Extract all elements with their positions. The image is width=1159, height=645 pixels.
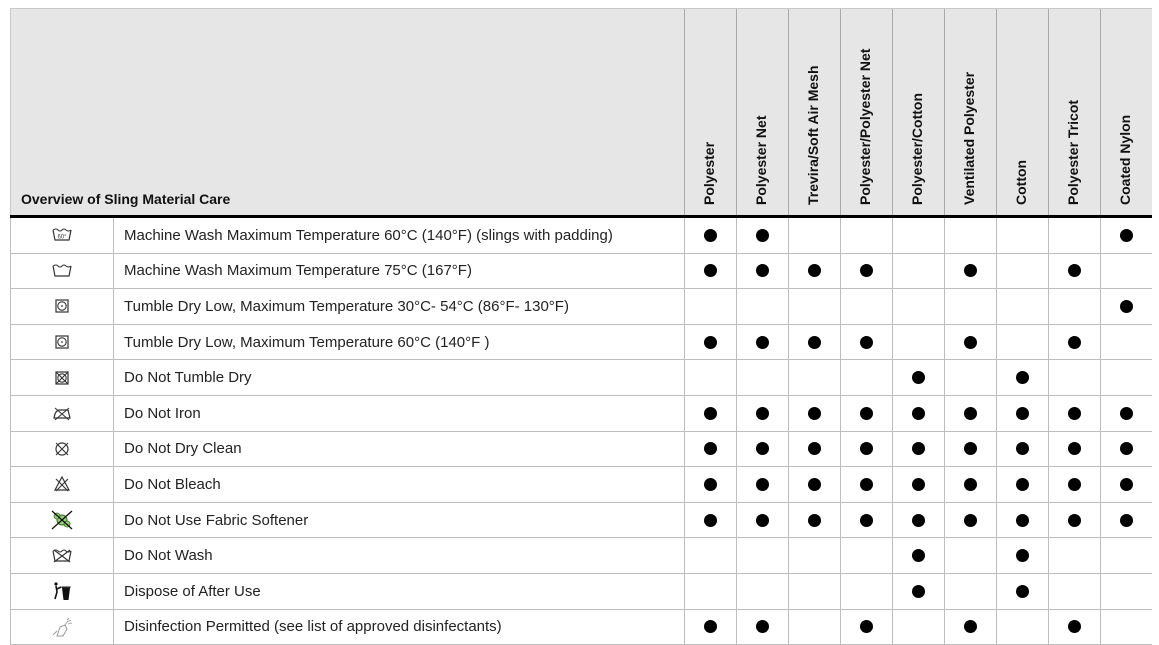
- material-cell: [1048, 254, 1100, 289]
- material-cell: [1048, 289, 1100, 324]
- table-row: [10, 396, 1152, 432]
- table-row: [10, 574, 1152, 610]
- applies-dot: [756, 264, 769, 277]
- applies-dot: [1120, 300, 1133, 313]
- column-header-label: Polyester Net: [752, 115, 769, 205]
- applies-dot: [756, 336, 769, 349]
- material-cell: [684, 254, 736, 289]
- applies-dot: [860, 514, 873, 527]
- applies-dot: [1120, 407, 1133, 420]
- material-cell: [788, 396, 840, 431]
- material-cell: [996, 360, 1048, 395]
- column-header: [892, 9, 944, 215]
- applies-dot: [964, 407, 977, 420]
- care-instruction-label: Tumble Dry Low, Maximum Temperature 30°C- 54°C (86°F- 130°F): [124, 297, 569, 315]
- material-cell: [840, 289, 892, 324]
- do-not-tumble-dry-icon: [11, 360, 114, 395]
- table-row: [10, 610, 1152, 645]
- applies-dot: [964, 264, 977, 277]
- material-cell: [840, 538, 892, 573]
- applies-dot: [808, 442, 821, 455]
- applies-dot: [912, 371, 925, 384]
- material-cell: [736, 254, 788, 289]
- svg-text:60°: 60°: [57, 234, 67, 241]
- column-header: [684, 9, 736, 215]
- care-instruction-label: Do Not Use Fabric Softener: [124, 511, 309, 529]
- material-cell: [1100, 396, 1152, 431]
- material-cell: [684, 360, 736, 395]
- care-instruction-label: Do Not Bleach: [124, 475, 221, 493]
- applies-dot: [808, 407, 821, 420]
- material-cell: [1048, 467, 1100, 502]
- applies-dot: [756, 229, 769, 242]
- material-cell: [788, 432, 840, 467]
- material-cell: [1048, 396, 1100, 431]
- material-cell: [996, 503, 1048, 538]
- material-cell: [1048, 574, 1100, 609]
- material-cell: [996, 289, 1048, 324]
- applies-dot: [964, 442, 977, 455]
- material-cell: [1048, 503, 1100, 538]
- material-cell: [840, 432, 892, 467]
- applies-dot: [756, 442, 769, 455]
- material-cell: [892, 360, 944, 395]
- table-header: [10, 8, 1152, 215]
- material-cell: [788, 574, 840, 609]
- material-cell: [788, 360, 840, 395]
- material-cell: [1048, 218, 1100, 253]
- applies-dot: [1120, 229, 1133, 242]
- applies-dot: [1016, 514, 1029, 527]
- material-cell: [788, 254, 840, 289]
- applies-dot: [964, 514, 977, 527]
- applies-dot: [912, 514, 925, 527]
- material-cell: [684, 574, 736, 609]
- material-cell: [996, 325, 1048, 360]
- material-cell: [1100, 360, 1152, 395]
- material-cell: [1100, 503, 1152, 538]
- material-cell: [1048, 325, 1100, 360]
- material-cell: [996, 254, 1048, 289]
- column-header-label: Polyester/Polyester Net: [856, 48, 873, 205]
- material-cell: [684, 325, 736, 360]
- material-cell: [944, 538, 996, 573]
- material-cell: [944, 325, 996, 360]
- material-cell: [944, 467, 996, 502]
- applies-dot: [756, 620, 769, 633]
- material-cell: [736, 396, 788, 431]
- care-instruction-label: Do Not Wash: [124, 547, 213, 565]
- material-cell: [684, 396, 736, 431]
- material-cell: [736, 289, 788, 324]
- applies-dot: [756, 514, 769, 527]
- table-row: [10, 325, 1152, 361]
- material-cell: [892, 574, 944, 609]
- material-cell: [840, 610, 892, 645]
- disinfection-spray-icon: [11, 610, 114, 645]
- material-cell: [788, 467, 840, 502]
- material-cell: [892, 396, 944, 431]
- material-cell: [892, 538, 944, 573]
- applies-dot: [704, 620, 717, 633]
- material-cell: [892, 610, 944, 645]
- material-cell: [1100, 610, 1152, 645]
- applies-dot: [860, 336, 873, 349]
- table-row: [10, 503, 1152, 539]
- material-cell: [1048, 432, 1100, 467]
- material-cell: [996, 610, 1048, 645]
- applies-dot: [912, 407, 925, 420]
- material-cell: [944, 254, 996, 289]
- material-cell: [736, 360, 788, 395]
- material-cell: [840, 467, 892, 502]
- applies-dot: [704, 514, 717, 527]
- material-cell: [736, 432, 788, 467]
- material-cell: [944, 218, 996, 253]
- column-header: [840, 9, 892, 215]
- material-cell: [736, 574, 788, 609]
- material-cell: [840, 503, 892, 538]
- applies-dot: [756, 407, 769, 420]
- material-cell: [788, 503, 840, 538]
- material-cell: [736, 325, 788, 360]
- material-cell: [996, 467, 1048, 502]
- table-row: [10, 467, 1152, 503]
- material-cell: [684, 538, 736, 573]
- column-header-label: Cotton: [1012, 159, 1029, 205]
- applies-dot: [1068, 620, 1081, 633]
- material-cell: [840, 574, 892, 609]
- applies-dot: [964, 336, 977, 349]
- material-cell: [684, 467, 736, 502]
- material-cell: [944, 396, 996, 431]
- applies-dot: [860, 478, 873, 491]
- tumble-dry-low-icon: [11, 289, 114, 324]
- material-cell: [996, 538, 1048, 573]
- table-row: [10, 360, 1152, 396]
- applies-dot: [808, 514, 821, 527]
- table-row: [10, 432, 1152, 468]
- material-cell: [1100, 432, 1152, 467]
- material-cell: [840, 360, 892, 395]
- applies-dot: [1068, 478, 1081, 491]
- material-cell: [892, 218, 944, 253]
- applies-dot: [860, 264, 873, 277]
- column-header: [1048, 9, 1100, 215]
- applies-dot: [964, 478, 977, 491]
- do-not-iron-icon: [11, 396, 114, 431]
- material-cell: [1100, 289, 1152, 324]
- material-cell: [944, 360, 996, 395]
- column-header-label: Polyester: [700, 141, 717, 205]
- applies-dot: [704, 264, 717, 277]
- material-cell: [1048, 360, 1100, 395]
- material-cell: [1100, 538, 1152, 573]
- material-cell: [736, 467, 788, 502]
- applies-dot: [964, 620, 977, 633]
- tumble-dry-low-icon: [11, 325, 114, 360]
- material-cell: [944, 610, 996, 645]
- applies-dot: [912, 585, 925, 598]
- material-cell: [788, 538, 840, 573]
- material-cell: [840, 218, 892, 253]
- material-cell: [684, 503, 736, 538]
- table-title: Overview of Sling Material Care: [21, 191, 231, 207]
- column-header: [788, 9, 840, 215]
- column-header-label: Ventilated Polyester: [960, 71, 977, 205]
- material-cell: [1100, 467, 1152, 502]
- material-cell: [892, 503, 944, 538]
- applies-dot: [860, 407, 873, 420]
- applies-dot: [860, 442, 873, 455]
- material-cell: [736, 610, 788, 645]
- column-header-label: Trevira/Soft Air Mesh: [804, 65, 821, 205]
- applies-dot: [1016, 585, 1029, 598]
- table-row: [10, 538, 1152, 574]
- applies-dot: [704, 407, 717, 420]
- applies-dot: [1068, 442, 1081, 455]
- applies-dot: [808, 336, 821, 349]
- material-cell: [684, 432, 736, 467]
- wash-tub-icon: [11, 254, 114, 289]
- material-cell: [1100, 254, 1152, 289]
- do-not-dry-clean-icon: [11, 432, 114, 467]
- material-cell: [788, 325, 840, 360]
- material-cell: [892, 325, 944, 360]
- table-row: [10, 289, 1152, 325]
- material-cell: [996, 218, 1048, 253]
- material-cell: [684, 610, 736, 645]
- no-fabric-softener-icon: [11, 503, 114, 538]
- applies-dot: [912, 442, 925, 455]
- material-cell: [892, 432, 944, 467]
- dispose-trash-icon: [11, 574, 114, 609]
- material-cell: [788, 289, 840, 324]
- applies-dot: [704, 336, 717, 349]
- applies-dot: [1016, 442, 1029, 455]
- applies-dot: [808, 264, 821, 277]
- material-cell: [736, 218, 788, 253]
- do-not-bleach-icon: [11, 467, 114, 502]
- material-cell: [788, 218, 840, 253]
- applies-dot: [912, 478, 925, 491]
- material-cell: [1048, 610, 1100, 645]
- material-cell: [684, 289, 736, 324]
- applies-dot: [1016, 371, 1029, 384]
- applies-dot: [912, 549, 925, 562]
- table-row: [10, 218, 1152, 254]
- applies-dot: [756, 478, 769, 491]
- material-cell: [1100, 218, 1152, 253]
- material-cell: [892, 254, 944, 289]
- material-cell: [840, 254, 892, 289]
- material-cell: [996, 574, 1048, 609]
- applies-dot: [1120, 514, 1133, 527]
- care-instruction-label: Disinfection Permitted (see list of approved disinfectants): [124, 618, 502, 636]
- applies-dot: [1120, 478, 1133, 491]
- column-header: [944, 9, 996, 215]
- column-header-label: Polyester Tricot: [1064, 99, 1081, 205]
- applies-dot: [1120, 442, 1133, 455]
- applies-dot: [1016, 478, 1029, 491]
- care-table: [10, 8, 1152, 645]
- applies-dot: [1068, 514, 1081, 527]
- column-header: [736, 9, 788, 215]
- do-not-wash-icon: [11, 538, 114, 573]
- care-instruction-label: Do Not Tumble Dry: [124, 369, 252, 387]
- care-instruction-label: Machine Wash Maximum Temperature 75°C (167°F): [124, 262, 472, 280]
- care-instruction-label: Do Not Dry Clean: [124, 440, 242, 458]
- material-cell: [892, 467, 944, 502]
- applies-dot: [1068, 264, 1081, 277]
- material-cell: [996, 432, 1048, 467]
- column-header-label: Polyester/Cotton: [908, 92, 925, 205]
- care-instruction-label: Tumble Dry Low, Maximum Temperature 60°C (140°F ): [124, 333, 490, 351]
- material-cell: [944, 432, 996, 467]
- care-instruction-label: Do Not Iron: [124, 404, 201, 422]
- wash-60-icon: [11, 218, 114, 253]
- material-cell: [892, 289, 944, 324]
- material-cell: [1100, 574, 1152, 609]
- material-cell: [788, 610, 840, 645]
- table-row: [10, 254, 1152, 290]
- material-cell: [736, 503, 788, 538]
- material-cell: [684, 218, 736, 253]
- applies-dot: [704, 229, 717, 242]
- material-cell: [1100, 325, 1152, 360]
- applies-dot: [704, 478, 717, 491]
- material-cell: [1048, 538, 1100, 573]
- column-header: [996, 9, 1048, 215]
- column-header: [1100, 9, 1152, 215]
- applies-dot: [1068, 336, 1081, 349]
- applies-dot: [860, 620, 873, 633]
- applies-dot: [1016, 407, 1029, 420]
- material-cell: [996, 396, 1048, 431]
- applies-dot: [808, 478, 821, 491]
- care-instruction-label: Machine Wash Maximum Temperature 60°C (140°F) (slings with padding): [124, 226, 613, 244]
- applies-dot: [1016, 549, 1029, 562]
- material-cell: [944, 503, 996, 538]
- applies-dot: [1068, 407, 1081, 420]
- applies-dot: [704, 442, 717, 455]
- care-instruction-label: Dispose of After Use: [124, 582, 261, 600]
- material-cell: [736, 538, 788, 573]
- material-cell: [944, 289, 996, 324]
- material-cell: [944, 574, 996, 609]
- material-cell: [840, 325, 892, 360]
- material-cell: [840, 396, 892, 431]
- column-header-label: Coated Nylon: [1116, 114, 1133, 205]
